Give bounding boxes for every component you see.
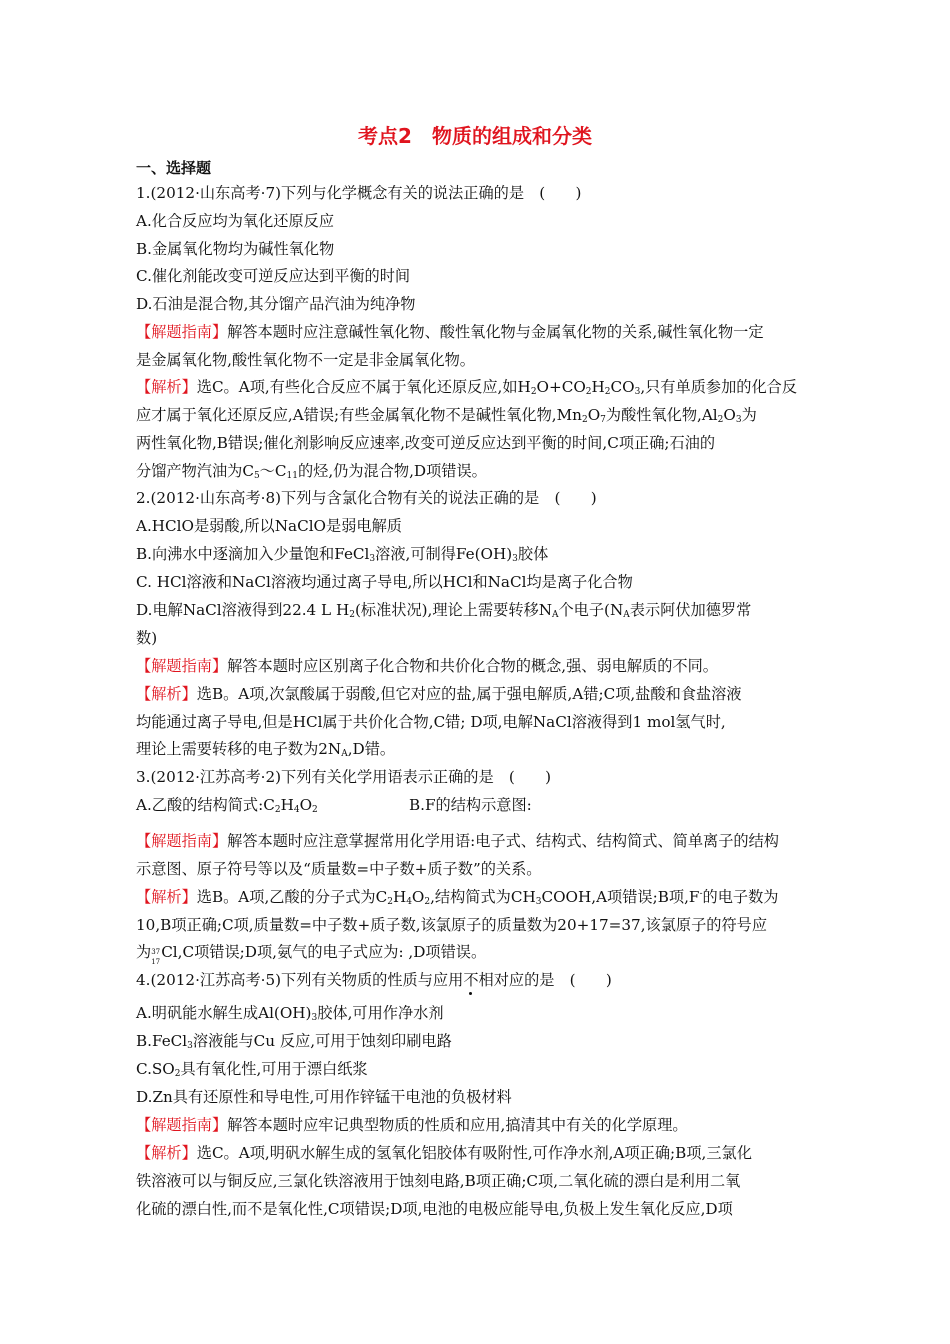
section-heading: 一、选择题	[136, 159, 212, 177]
question-1-option-b: B.金属氧化物均为碱性氧化物	[136, 240, 335, 258]
question-4-option-d: D.Zn具有还原性和导电性,可用作锌锰干电池的负极材料	[136, 1088, 512, 1106]
emphasis-mark: 不	[463, 971, 479, 989]
question-1-stem: 1.(2012·山东高考·7)下列与化学概念有关的说法正确的是 ( )	[136, 184, 582, 202]
question-1-option-a: A.化合反应均为氧化还原反应	[136, 212, 335, 230]
question-4-analysis: 【解析】选C。A项,明矾水解生成的氢氧化铝胶体有吸附性,可作净水剂,A项正确;B项,三氯化	[136, 1144, 752, 1162]
analysis-tag: 【解析】	[136, 378, 197, 396]
question-2-option-a: A.HClO是弱酸,所以NaClO是弱电解质	[136, 517, 402, 535]
question-2-analysis-line-3: 理论上需要转移的电子数为$2N_A,D$错。	[136, 740, 396, 759]
question-2-stem: 2.(2012·山东高考·8)下列与含氯化合物有关的说法正确的是 ( )	[136, 489, 597, 507]
question-4-option-b: B.FeCl$_3$溶液能与Cu 反应,可用于蚀刻印刷电路	[136, 1032, 452, 1051]
question-3-analysis-line-2: 10,B项正确;C项,质量数=中子数+质子数,该氯原子的质量数为20+17=37,该氯原子的符号应	[136, 916, 768, 934]
isotope-notation: 37 17	[151, 948, 161, 966]
question-1-analysis-line-2: 应才属于氧化还原反应,A错误;有些金属氧化物不是碱性氧化物$,Mn_2O_7$为酸性氧化物$,Al_2O_3$为	[136, 406, 757, 425]
question-4-analysis-line-2: 铁溶液可以与铜反应,三氯化铁溶液用于蚀刻电路,B项正确;C项,二氧化硫的漂白是利用二氧	[136, 1172, 741, 1190]
question-1-analysis-line-4: 分馏产物汽油为$C_5\sim C_{11}$的烃,仍为混合物,D项错误。	[136, 462, 487, 481]
question-3-option-a: A.乙酸的结构简式$:C_2H_4O_2$	[136, 796, 318, 815]
question-2-option-d-cont: 数)	[136, 629, 158, 647]
guide-tag: 【解题指南】	[136, 323, 228, 341]
question-1-guide-cont: 是金属氧化物,酸性氧化物不一定是非金属氧化物。	[136, 351, 475, 369]
question-3-analysis: 【解析】选B。A项,乙酸的分子式为$C_2H_4O_2$,结构简式为$CH_3COOH,A$项错误;B项,F-的电子数为	[136, 888, 779, 907]
question-1-analysis: 【解析】选C。A项,有些化合反应不属于氧化还原反应,如$H_2O+CO_2H_2CO_3$,只有单质参加的化合反	[136, 378, 798, 397]
question-1-analysis-line-3: 两性氧化物,B错误;催化剂影响反应速率,改变可逆反应达到平衡的时间,C项正确;石油的	[136, 434, 716, 452]
question-4-guide: 【解题指南】解答本题时应牢记典型物质的性质和应用,搞清其中有关的化学原理。	[136, 1116, 688, 1134]
question-3-option-b: B.F的结构示意图:	[409, 796, 532, 814]
question-2-guide: 【解题指南】解答本题时应区别离子化合物和共价化合物的概念,强、弱电解质的不同。	[136, 657, 718, 675]
question-2-analysis-line-2: 均能通过离子导电,但是HCl属于共价化合物,C错; D项,电解NaCl溶液得到1 mol氢气时,	[136, 713, 726, 731]
question-2-analysis: 【解析】选B。A项,次氯酸属于弱酸,但它对应的盐,属于强电解质,A错;C项,盐酸和食盐溶液	[136, 685, 742, 703]
question-4-option-c: $C.SO_2$具有氧化性,可用于漂白纸浆	[136, 1060, 368, 1079]
question-2-option-c: C. HCl溶液和NaCl溶液均通过离子导电,所以HCl和NaCl均是离子化合物	[136, 573, 633, 591]
question-4-option-a: A.明矾能水解生成$Al(OH)_3$胶体,可用作净水剂	[136, 1004, 444, 1023]
page-title: 考点2 物质的组成和分类	[358, 124, 592, 148]
question-2-option-b: B.向沸水中逐滴加入少量饱和FeCl$_3$溶液,可制得$Fe(OH)_3$胶体	[136, 545, 549, 564]
question-4-stem: 4.(2012·江苏高考·5)下列有关物质的性质与应用不相对应的是 ( )	[136, 971, 612, 989]
question-3-guide-cont: 示意图、原子符号等以及“质量数=中子数+质子数”的关系。	[136, 860, 542, 878]
question-1-option-d: D.石油是混合物,其分馏产品汽油为纯净物	[136, 295, 416, 313]
question-1-guide: 【解题指南】解答本题时应注意碱性氧化物、酸性氧化物与金属氧化物的关系,碱性氧化物一定	[136, 323, 764, 341]
question-3-stem: 3.(2012·江苏高考·2)下列有关化学用语表示正确的是 ( )	[136, 768, 552, 786]
question-2-option-d: D.电解NaCl溶液得到22.4 L $H_2$(标准状况),理论上需要转移$N_A$个电子($N_A$表示阿伏加德罗常	[136, 601, 752, 620]
question-3-analysis-line-3: 为 37 17 Cl,C项错误;D项,氨气的电子式应为: ,D项错误。	[136, 943, 487, 966]
question-4-analysis-line-3: 化硫的漂白性,而不是氧化性,C项错误;D项,电池的电极应能导电,负极上发生氧化反应,D项	[136, 1200, 733, 1218]
question-1-option-c: C.催化剂能改变可逆反应达到平衡的时间	[136, 267, 411, 285]
question-3-guide: 【解题指南】解答本题时应注意掌握常用化学用语:电子式、结构式、结构简式、简单离子的结构	[136, 832, 779, 850]
